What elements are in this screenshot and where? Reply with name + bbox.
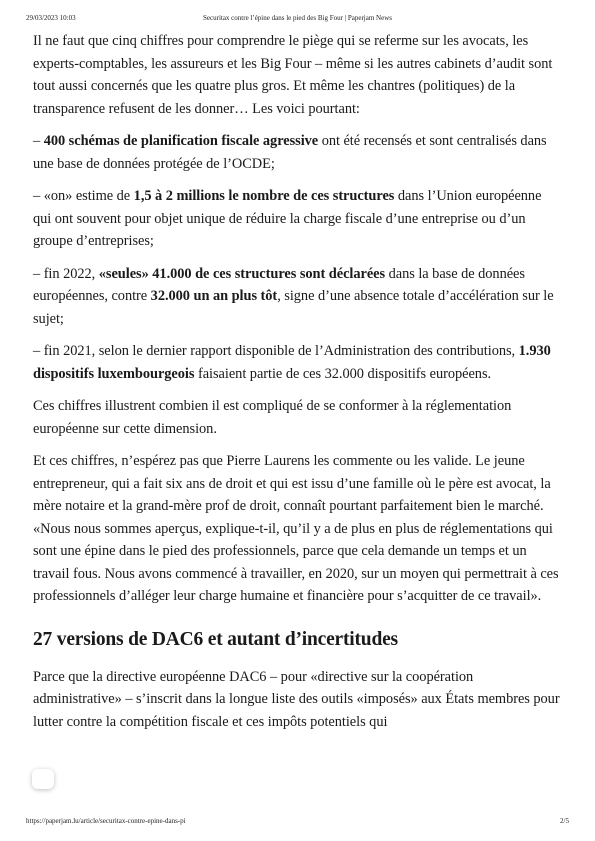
bullet-text: ont été recensés et sont centralisés dans une base de données protégée de l’OCDE; [33, 133, 547, 172]
print-page-title: Securitax contre l’épine dans le pied des Big Four | Paperjam News [203, 14, 392, 22]
bullet-highlight: 1.930 dispositifs luxembourgeois [33, 343, 551, 382]
bullet-highlight: «seules» 41.000 de ces structures sont déclarées [98, 265, 386, 282]
section-heading: 27 versions de DAC6 et autant d’incertitudes [33, 628, 398, 650]
bullet-item [33, 340, 563, 385]
bullet-item [33, 185, 563, 253]
floating-widget-button[interactable] [32, 769, 54, 789]
laurens-paragraph: Et ces chiffres, n’espérez pas que Pierre Laurens les commente ou les valide. Le jeune entrepreneur, qui a fait six ans de droit et qui est issu d’une famille où le père est avocat, la mère notaire et la grand-mère prof de droit, connaît pourtant parfaitement bien le marché. «Nous nous sommes aperçus, explique-t-il, qu’il y a de plus en plus de réglementations qui sont une épine dans le pied des professionnels, parce que cela demande un temps et un travail fous. Nous avons commencé à travailler, en 2020, sur un moyen qui permettrait à ces professionnels d’alléger leur charge humaine et financière pour s’acquitter de ce travail». [33, 453, 559, 604]
print-datetime: 29/03/2023 10:03 [26, 14, 76, 22]
bullet-prefix: – [33, 133, 44, 149]
dac6-paragraph: Parce que la directive européenne DAC6 – pour «directive sur la coopération administrative» – s’inscrit dans la longue liste des outils «imposés» aux États membres pour lutter contre la compétition fiscale et ces impôts potentiels qui [33, 668, 560, 730]
print-footer [26, 817, 569, 825]
difficulty-paragraph: Ces chiffres illustrent combien il est compliqué de se conformer à la réglementation européenne sur cette dimension. [33, 398, 512, 437]
print-header [26, 14, 569, 22]
bullet-highlight: 400 schémas de planification fiscale agressive [43, 133, 319, 149]
bullet-text: , signe d’une absence totale d’accélération sur le sujet; [33, 288, 554, 327]
print-url: https://paperjam.lu/article/securitax-contre-epine-dans-pi [26, 817, 186, 825]
bullet-prefix: – fin 2022, [33, 265, 99, 282]
bullet-text: faisaient partie de ces 32.000 dispositifs européens. [194, 365, 492, 382]
print-page-number: 2/5 [560, 817, 569, 825]
bullet-item [33, 263, 563, 331]
intro-paragraph: Il ne faut que cinq chiffres pour comprendre le piège qui se referme sur les avocats, les experts-comptables, les assureurs et les Big Four – même si les autres cabinets d’audit sont tout aussi concernés que les quatre plus gros. Et même les chantres (politiques) de la transparence refusent de les donner… Les voici pourtant: [33, 33, 553, 117]
bullet-text: dans la base de données européennes, contre [33, 265, 525, 304]
bullet-highlight: 32.000 un an plus tôt [150, 288, 278, 304]
article-body [33, 30, 563, 743]
bullet-prefix: – fin 2021, selon le dernier rapport disponible de l’Administration des contributions, [33, 343, 519, 359]
bullet-item [33, 130, 563, 175]
bullet-text: dans l’Union européenne qui ont souvent pour objet unique de réduire la charge fiscale d’une entreprise ou d’un groupe d’entreprises; [33, 188, 542, 249]
bullet-prefix: – «on» estime de [33, 188, 134, 204]
bullet-highlight: 1,5 à 2 millions le nombre de ces structures [133, 188, 395, 204]
